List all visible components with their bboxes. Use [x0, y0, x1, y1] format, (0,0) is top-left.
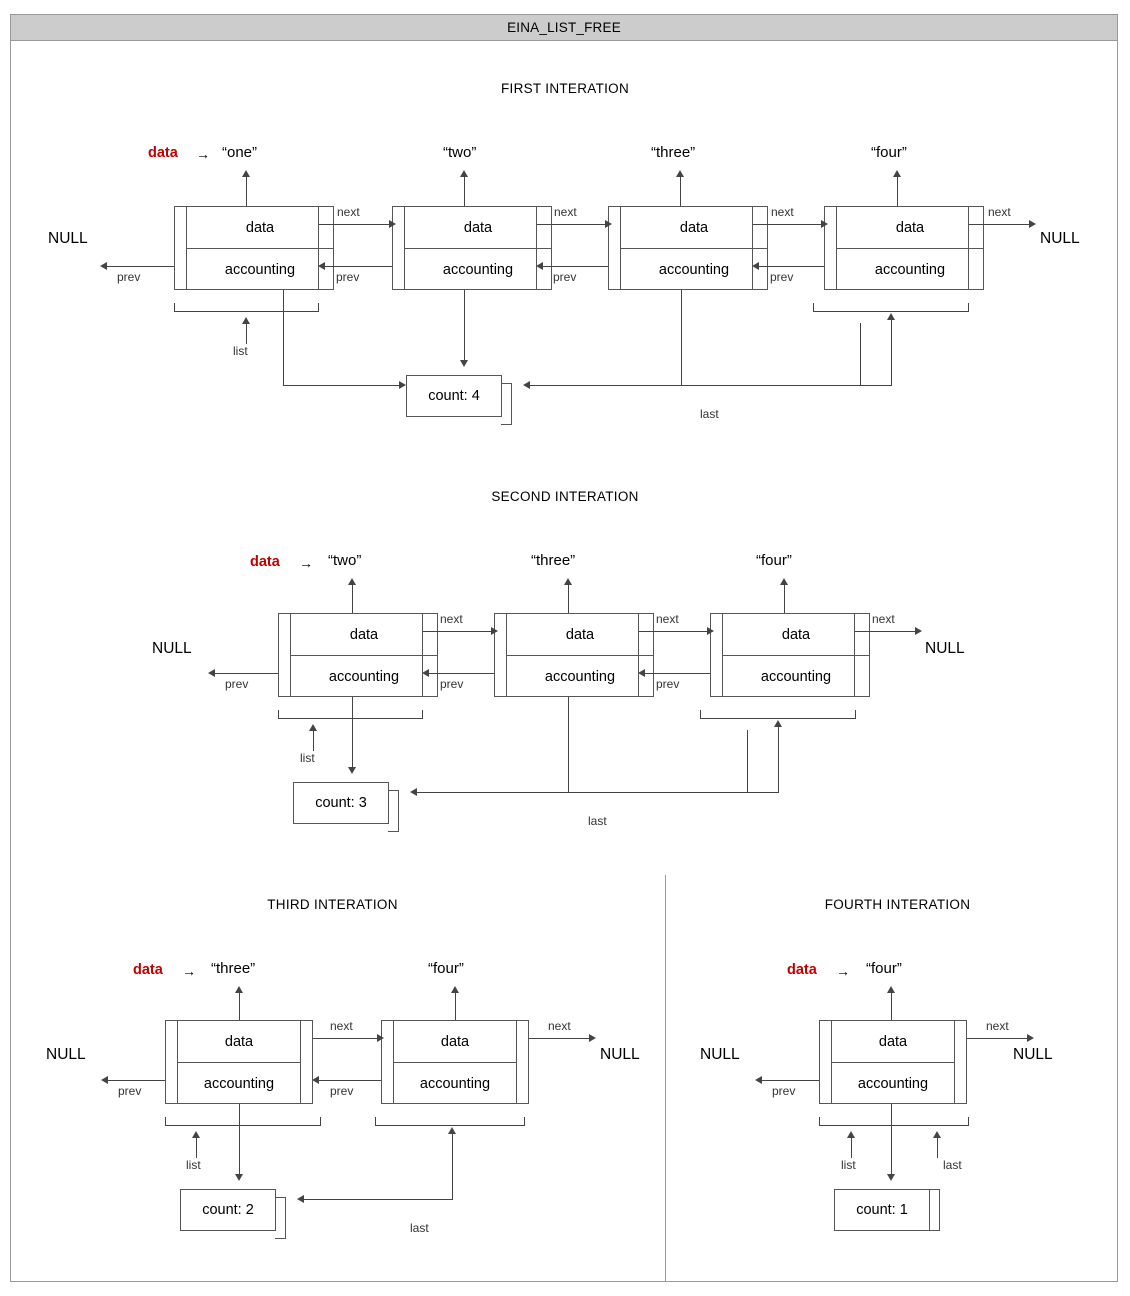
node0-down-arrow-fourth [887, 1174, 895, 1181]
last-up-line-third [452, 1132, 453, 1200]
node-accounting-cell: accounting [544, 669, 616, 685]
value-link-first-0 [246, 172, 247, 206]
prev-label-second-0: prev [225, 677, 249, 691]
last-vline-first [860, 323, 861, 385]
node-right-stub-first-3 [956, 206, 969, 290]
prev-line-third-0 [105, 1080, 165, 1081]
node-accounting-cell: accounting [328, 669, 400, 685]
node-third-1 [393, 1020, 517, 1104]
next-arrow-first-2 [821, 220, 828, 228]
node-right-stub-second-2 [842, 613, 855, 697]
next-line-third-0 [313, 1038, 379, 1039]
next-arrow-second-2 [915, 627, 922, 635]
node-data-cell: data [405, 207, 551, 249]
node-accounting-cell: accounting [419, 1076, 491, 1092]
node-data-cell: data [187, 207, 333, 249]
null-right-first: NULL [1040, 230, 1080, 247]
data-pointer-arrow-third: → [182, 963, 196, 979]
node-fourth-0 [831, 1020, 955, 1104]
prev-line-second-1 [426, 673, 494, 674]
prev-arrow-second-2 [638, 669, 645, 677]
null-right-second: NULL [925, 640, 965, 657]
list-label-third: list [186, 1158, 201, 1172]
node-data-cell: data [837, 207, 983, 249]
next-label-fourth-0: next [986, 1019, 1009, 1033]
last-vline-second [747, 730, 748, 792]
data-pointer-arrow-second: → [299, 555, 313, 571]
data-pointer-label-second: data [250, 554, 280, 570]
last-line-fourth [937, 1136, 938, 1158]
page-title: EINA_LIST_FREE [507, 20, 621, 35]
value-arrow-second-1 [564, 578, 572, 585]
last-arrow-second [410, 788, 417, 796]
next-line-first-1 [537, 224, 607, 225]
next-label-second-2: next [872, 612, 895, 626]
value-arrow-third-0 [235, 986, 243, 993]
prev-label-fourth-0: prev [772, 1084, 796, 1098]
prev-line-first-1 [322, 266, 392, 267]
bracket-first-0 [174, 303, 319, 312]
next-arrow-third-1 [589, 1034, 596, 1042]
value-arrow-second-0 [348, 578, 356, 585]
node-data-cell: data [723, 614, 869, 656]
node-right-stub-first-1 [524, 206, 537, 290]
node-data-cell: data [178, 1021, 300, 1063]
node-value-second-2: “four” [756, 552, 792, 569]
next-label-first-1: next [554, 205, 577, 219]
list-to-count-arrow-first [399, 381, 406, 389]
next-label-first-0: next [337, 205, 360, 219]
last-bottom-hline-second [747, 792, 778, 793]
next-arrow-first-0 [389, 220, 396, 228]
next-label-first-2: next [771, 205, 794, 219]
prev-line-third-1 [316, 1080, 381, 1081]
node-value-first-1: “two” [443, 144, 477, 161]
prev-label-first-2: prev [553, 270, 577, 284]
node-accounting-cell: accounting [874, 262, 946, 278]
null-left-first: NULL [48, 230, 88, 247]
node-right-stub-second-0 [410, 613, 423, 697]
prev-arrow-third-0 [101, 1076, 108, 1084]
prev-arrow-third-1 [312, 1076, 319, 1084]
prev-label-third-0: prev [118, 1084, 142, 1098]
list-label-second: list [300, 751, 315, 765]
count-box-second: count: 3 [293, 782, 389, 824]
count-box-fourth: count: 1 [834, 1189, 930, 1231]
last-bottom-hline-first [860, 385, 891, 386]
next-line-second-2 [855, 631, 917, 632]
next-line-second-1 [639, 631, 709, 632]
next-arrow-fourth-0 [1027, 1034, 1034, 1042]
value-arrow-first-3 [893, 170, 901, 177]
node-data-cell: data [832, 1021, 954, 1063]
node-accounting-cell: accounting [658, 262, 730, 278]
node-value-third-0: “three” [211, 960, 256, 977]
list-label-fourth: list [841, 1158, 856, 1172]
null-right-fourth: NULL [1013, 1046, 1053, 1063]
next-arrow-third-0 [377, 1034, 384, 1042]
list-line-third [196, 1136, 197, 1158]
last-arrow-first [523, 381, 530, 389]
value-arrow-first-0 [242, 170, 250, 177]
list-line-second [313, 729, 314, 751]
next-line-first-0 [319, 224, 391, 225]
node0-down-arrow-third [235, 1174, 243, 1181]
prev-line-first-0 [104, 266, 174, 267]
next-label-third-1: next [548, 1019, 571, 1033]
data-pointer-label-fourth: data [787, 962, 817, 978]
next-line-first-3 [969, 224, 1031, 225]
count-to-node2-vline-first [681, 290, 682, 385]
bracket-second-0 [278, 710, 423, 719]
next-arrow-first-1 [605, 220, 612, 228]
count-stub-second [388, 790, 399, 832]
list-arrow-second [309, 724, 317, 731]
prev-line-fourth-0 [759, 1080, 819, 1081]
null-left-fourth: NULL [700, 1046, 740, 1063]
null-left-second: NULL [152, 640, 192, 657]
next-arrow-first-3 [1029, 220, 1036, 228]
next-label-second-1: next [656, 612, 679, 626]
prev-arrow-fourth-0 [755, 1076, 762, 1084]
next-line-fourth-0 [967, 1038, 1029, 1039]
data-pointer-arrow-first: → [196, 146, 210, 162]
count-to-node1-vline-second [568, 697, 569, 792]
prev-line-second-0 [212, 673, 278, 674]
node-right-stub-fourth-0 [954, 1020, 967, 1104]
bracket-fourth-0 [819, 1117, 969, 1126]
node-right-stub-first-0 [306, 206, 319, 290]
last-up-line-second [778, 725, 779, 793]
last-arrow-fourth [933, 1131, 941, 1138]
prev-line-first-3 [756, 266, 824, 267]
last-up-line-first [891, 318, 892, 386]
next-line-first-2 [753, 224, 823, 225]
section-divider [665, 875, 666, 1281]
next-label-third-0: next [330, 1019, 353, 1033]
node0-down-arrow-second [348, 767, 356, 774]
list-arrow-first [242, 317, 250, 324]
prev-label-first-0: prev [117, 270, 141, 284]
section-heading-second: SECOND INTERATION [491, 489, 639, 504]
last-label-fourth: last [943, 1158, 962, 1172]
value-arrow-fourth-0 [887, 986, 895, 993]
last-up-arrow-third [448, 1127, 456, 1134]
list-arrow-fourth [847, 1131, 855, 1138]
next-arrow-second-1 [707, 627, 714, 635]
node1-down-line-first [464, 290, 465, 362]
list-to-count-hline-first [283, 385, 401, 386]
node-data-cell: data [291, 614, 437, 656]
bracket-first-3 [813, 303, 969, 312]
section-heading-fourth: FOURTH INTERATION [824, 897, 971, 912]
prev-arrow-first-1 [318, 262, 325, 270]
node-right-stub-first-2 [740, 206, 753, 290]
value-arrow-second-2 [780, 578, 788, 585]
node-accounting-cell: accounting [442, 262, 514, 278]
value-arrow-first-2 [676, 170, 684, 177]
node-right-stub-third-0 [300, 1020, 313, 1104]
node-accounting-cell: accounting [760, 669, 832, 685]
prev-label-first-1: prev [336, 270, 360, 284]
list-line-first [246, 322, 247, 344]
count-stub-first [501, 383, 512, 425]
node-data-cell: data [507, 614, 653, 656]
node-value-third-1: “four” [428, 960, 464, 977]
node-value-first-3: “four” [871, 144, 907, 161]
prev-arrow-first-2 [536, 262, 543, 270]
bracket-second-2 [700, 710, 856, 719]
data-pointer-label-third: data [133, 962, 163, 978]
next-arrow-second-0 [491, 627, 498, 635]
section-heading-third: THIRD INTERATION [267, 897, 398, 912]
last-line-first [527, 385, 860, 386]
node-value-fourth-0: “four” [866, 960, 902, 977]
last-up-arrow-second [774, 720, 782, 727]
value-link-first-1 [464, 172, 465, 206]
last-label-first: last [700, 407, 719, 421]
last-label-second: last [588, 814, 607, 828]
node0-down-line-fourth [891, 1104, 892, 1176]
node-accounting-cell: accounting [203, 1076, 275, 1092]
value-arrow-third-1 [451, 986, 459, 993]
node-accounting-cell: accounting [857, 1076, 929, 1092]
list-to-count-vline-first [283, 290, 284, 385]
last-arrow-third [297, 1195, 304, 1203]
prev-arrow-first-3 [752, 262, 759, 270]
next-label-second-0: next [440, 612, 463, 626]
node-accounting-cell: accounting [224, 262, 296, 278]
last-label-third: last [410, 1221, 429, 1235]
diagram-title-bar [11, 15, 1117, 41]
list-line-fourth [851, 1136, 852, 1158]
section-heading-first: FIRST INTERATION [500, 81, 630, 96]
last-line-third [301, 1199, 453, 1200]
node0-down-line-third [239, 1104, 240, 1176]
prev-arrow-second-0 [208, 669, 215, 677]
count-box-first: count: 4 [406, 375, 502, 417]
count-box-third: count: 2 [180, 1189, 276, 1231]
prev-arrow-first-0 [100, 262, 107, 270]
prev-label-second-2: prev [656, 677, 680, 691]
null-left-third: NULL [46, 1046, 86, 1063]
prev-label-third-1: prev [330, 1084, 354, 1098]
node1-down-arrow-first [460, 360, 468, 367]
prev-label-first-3: prev [770, 270, 794, 284]
node-third-0 [177, 1020, 301, 1104]
node-value-second-0: “two” [328, 552, 362, 569]
prev-label-second-1: prev [440, 677, 464, 691]
list-label-first: list [233, 344, 248, 358]
node-right-stub-second-1 [626, 613, 639, 697]
prev-arrow-second-1 [422, 669, 429, 677]
prev-line-second-2 [642, 673, 710, 674]
next-label-first-3: next [988, 205, 1011, 219]
next-line-third-1 [529, 1038, 591, 1039]
node-value-second-1: “three” [531, 552, 576, 569]
count-stub-fourth [929, 1189, 940, 1231]
null-right-third: NULL [600, 1046, 640, 1063]
next-line-second-0 [423, 631, 493, 632]
list-arrow-third [192, 1131, 200, 1138]
node-value-first-2: “three” [651, 144, 696, 161]
bracket-third-0 [165, 1117, 321, 1126]
data-pointer-label-first: data [148, 145, 178, 161]
value-arrow-first-1 [460, 170, 468, 177]
node-data-cell: data [621, 207, 767, 249]
value-link-first-3 [897, 172, 898, 206]
value-link-first-2 [680, 172, 681, 206]
node-value-first-0: “one” [222, 144, 258, 161]
data-pointer-arrow-fourth: → [836, 963, 850, 979]
node0-down-line-second [352, 697, 353, 769]
node-right-stub-third-1 [516, 1020, 529, 1104]
count-stub-third [275, 1197, 286, 1239]
last-up-arrow-first [887, 313, 895, 320]
last-line-second [414, 792, 747, 793]
node-data-cell: data [394, 1021, 516, 1063]
bracket-third-1 [375, 1117, 525, 1126]
prev-line-first-2 [540, 266, 608, 267]
